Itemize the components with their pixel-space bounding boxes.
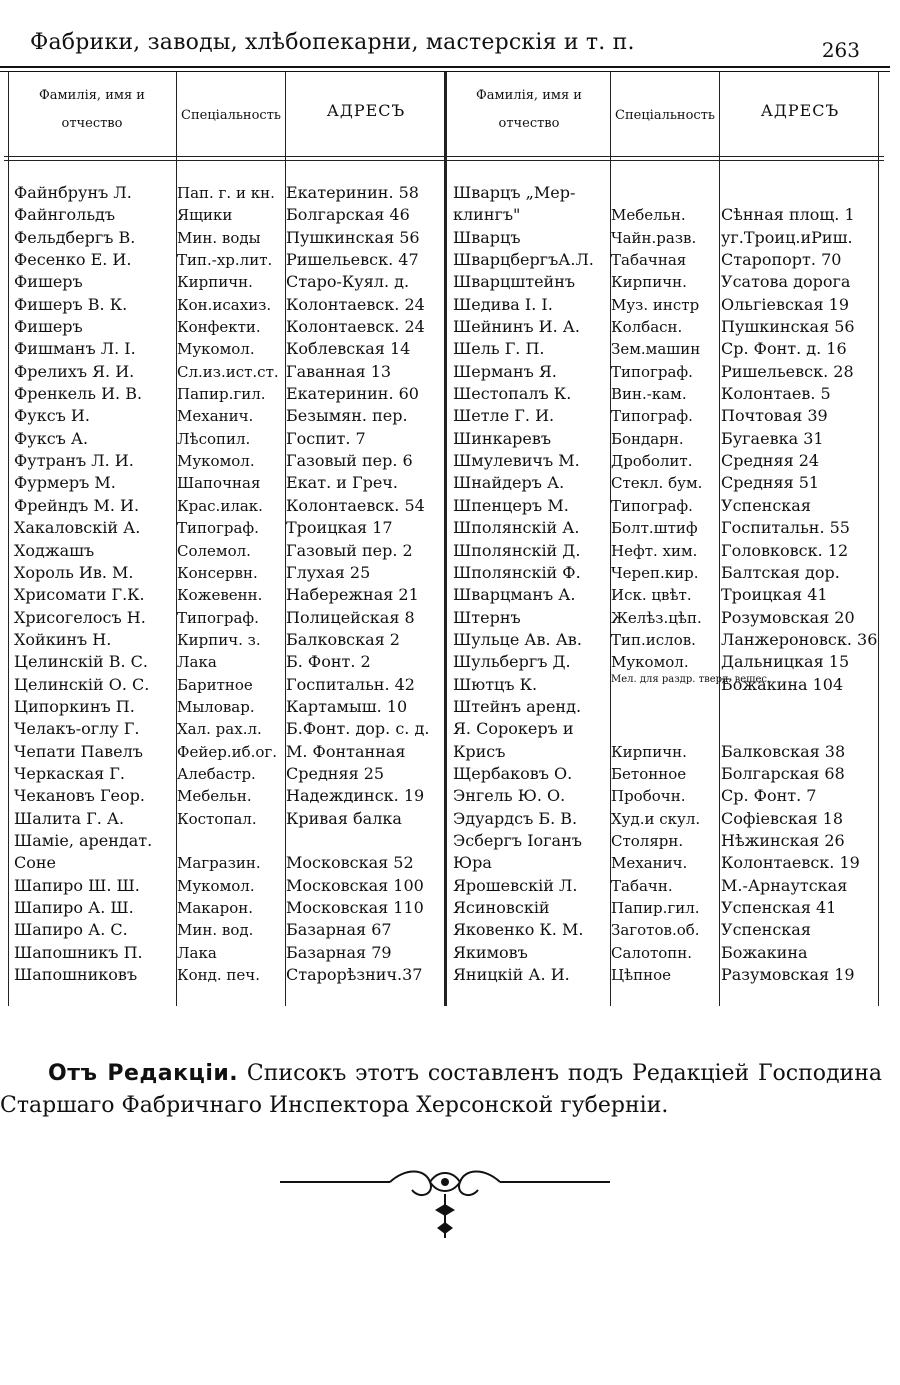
specialty-cell: Пап. г. и кн. — [177, 184, 275, 202]
directory-table — [4, 72, 884, 1006]
name-cell: Шварцъ „Мер- — [453, 183, 576, 202]
specialty-cell: Консервн. — [177, 563, 258, 582]
name-cell: Шульце Ав. Ав. — [453, 629, 582, 649]
address-cell: Нѣжинская 26 — [721, 830, 845, 850]
name-cell: Чекановъ Геор. — [14, 786, 145, 806]
name-cell: Шапиро А. С. — [14, 920, 128, 940]
specialty-cell: Чайн.разв. — [611, 228, 697, 247]
address-cell: Московская 110 — [286, 898, 424, 917]
table-row — [447, 204, 884, 226]
table-row — [447, 897, 884, 919]
specialty-cell: Вин.-кам. — [611, 385, 687, 404]
specialty-cell: Салотопн. — [611, 943, 693, 962]
specialty-cell: Мукомол. — [177, 876, 255, 895]
specialty-cell: Бондарн. — [611, 429, 684, 448]
specialty-cell: Кирпичн. — [611, 273, 687, 292]
specialty-cell: Макарон. — [177, 899, 254, 917]
specialty-cell: Лака — [177, 943, 217, 962]
note-text: Списокъ этотъ составленъ подъ Редакціей Господина Старшаго Фабричнаго Инспектора Херсонской губерніи. — [0, 1061, 882, 1118]
name-cell: Хороль Ив. М. — [14, 562, 134, 582]
specialty-cell: Кожевенн. — [177, 586, 263, 605]
specialty-cell: Бетонное — [611, 764, 687, 783]
specialty-cell: Нефт. хим. — [611, 541, 698, 560]
specialty-cell: Кон.исахиз. — [177, 295, 272, 314]
address-cell: Московская 52 — [286, 853, 414, 873]
table-row — [447, 808, 884, 830]
table-row — [447, 428, 884, 450]
name-cell: Хрисогелосъ Н. — [14, 607, 146, 627]
address-cell: Б.Фонт. дор. с. д. — [286, 719, 430, 739]
address-cell: Божакина — [721, 942, 808, 962]
table-row — [4, 875, 444, 897]
name-cell: Шалита Г. А. — [14, 808, 125, 828]
table-row — [4, 919, 444, 941]
table-row — [4, 204, 444, 226]
table-row — [447, 472, 884, 494]
address-cell: Колонтаев. 5 — [721, 384, 831, 404]
address-cell: Картамыш. 10 — [286, 696, 408, 716]
specialty-cell: Пробочн. — [611, 787, 686, 806]
name-cell: Фесенко Е. И. — [14, 250, 132, 270]
address-cell: Ришельевск. 47 — [286, 250, 419, 270]
specialty-cell: Сл.из.ист.ст. — [177, 362, 279, 381]
name-cell: Шполянскій Д. — [453, 540, 581, 560]
address-cell: Колонтаевск. 54 — [286, 495, 425, 515]
name-cell: Шерманъ Я. — [453, 361, 557, 381]
page-number: 263 — [821, 38, 860, 62]
page-header — [30, 26, 860, 66]
table-row — [447, 271, 884, 293]
name-cell: Шполянскій А. — [453, 518, 580, 538]
specialty-cell: Магразин. — [177, 854, 261, 873]
table-row — [4, 517, 444, 539]
name-cell: Футранъ Л. И. — [14, 451, 134, 471]
table-row — [4, 428, 444, 450]
address-cell: Старопорт. 70 — [721, 250, 842, 270]
name-cell: Шнайдеръ А. — [453, 473, 565, 493]
address-cell: Надеждинск. 19 — [286, 786, 425, 806]
name-cell: Эдуардсъ Б. В. — [453, 808, 578, 828]
table-row — [447, 696, 884, 718]
address-cell: Колонтаевск. 24 — [286, 317, 425, 337]
specialty-cell: Табачная — [611, 251, 687, 270]
address-cell: Средняя 51 — [721, 473, 820, 493]
name-cell: Юра — [453, 853, 492, 873]
specialty-cell: Мебельн. — [611, 206, 686, 225]
name-cell: Шварцманъ А. — [453, 585, 576, 605]
name-cell: Шполянскій Ф. — [453, 562, 581, 582]
address-cell: Коблевская 14 — [286, 339, 411, 359]
address-cell: Божакина 104 — [721, 674, 844, 694]
name-cell: Шварцштейнъ — [453, 272, 576, 292]
name-cell: Фуксъ И. — [14, 406, 90, 426]
specialty-cell: Тип.-хр.лит. — [177, 251, 273, 270]
address-cell: Газовый пер. 2 — [286, 540, 413, 560]
specialty-cell: Зем.машин — [611, 340, 701, 359]
address-cell: Ср. Фонт. 7 — [721, 786, 817, 806]
table-row — [447, 919, 884, 941]
specialty-cell: Болт.штиф — [611, 519, 698, 538]
table-row — [447, 607, 884, 629]
table-row — [447, 361, 884, 383]
table-row — [447, 875, 884, 897]
specialty-cell: Костопал. — [177, 809, 257, 828]
table-row — [447, 540, 884, 562]
header-bottom-rule-2 — [4, 160, 884, 161]
table-row — [4, 696, 444, 718]
specialty-cell: Солемол. — [177, 541, 251, 560]
specialty-cell: Тип.ислов. — [611, 630, 696, 649]
name-cell: Крисъ — [453, 741, 506, 761]
table-row — [4, 830, 444, 852]
specialty-cell: Колбасн. — [611, 318, 683, 337]
table-row — [447, 674, 884, 696]
name-cell: Фишманъ Л. І. — [14, 339, 136, 359]
name-cell: Шетле Г. И. — [453, 406, 555, 426]
table-row — [4, 316, 444, 338]
name-cell: Шапиро А. Ш. — [14, 898, 134, 917]
col-header-name: Фамилія, имя и отчество — [39, 88, 145, 131]
specialty-cell: Крас.илак. — [177, 496, 263, 515]
specialty-cell: Конфекти. — [177, 318, 261, 337]
name-cell: Шапошниковъ — [14, 965, 138, 985]
table-row — [447, 517, 884, 539]
table-row — [4, 540, 444, 562]
specialty-cell: Лака — [177, 653, 217, 672]
table-row — [447, 651, 884, 673]
address-cell: Болгарская 68 — [721, 763, 845, 783]
table-row — [4, 852, 444, 874]
name-cell: Шель Г. П. — [453, 339, 545, 359]
specialty-cell: Фейер.иб.ог. — [177, 742, 278, 761]
specialty-cell: Мыловар. — [177, 697, 255, 716]
table-row — [4, 182, 444, 204]
address-cell: Успенская — [721, 920, 811, 940]
specialty-cell: Заготов.об. — [611, 921, 700, 940]
address-cell: Пушкинская 56 — [286, 227, 420, 247]
specialty-cell: Ящики — [177, 206, 233, 225]
name-cell: Шмулевичъ М. — [453, 451, 580, 471]
table-row — [4, 718, 444, 740]
table-row — [4, 294, 444, 316]
table-row — [4, 271, 444, 293]
address-cell: Московская 100 — [286, 875, 424, 895]
table-row — [4, 897, 444, 919]
address-cell: Балтская дор. — [721, 562, 840, 582]
table-row — [4, 472, 444, 494]
name-cell: Якимовъ — [453, 942, 528, 962]
specialty-cell: Папир.гил. — [611, 899, 700, 917]
address-cell: Б. Фонт. 2 — [286, 652, 371, 672]
address-cell: Газовый пер. 6 — [286, 451, 413, 471]
name-cell: Хойкинъ Н. — [14, 629, 112, 649]
address-cell: Екатеринин. 60 — [286, 384, 419, 404]
address-cell: Дальницкая 15 — [721, 652, 850, 672]
specialty-cell: Лѣсопил. — [177, 429, 251, 448]
col-header-name-right: Фамилія, имя и отчество — [476, 88, 582, 131]
specialty-cell: Худ.и скул. — [611, 809, 701, 828]
specialty-cell: Типограф. — [611, 407, 693, 426]
editorial-note — [0, 1058, 900, 1122]
table-row — [447, 741, 884, 763]
table-row — [4, 808, 444, 830]
address-cell: Почтовая 39 — [721, 406, 828, 426]
specialty-cell: Папир.гил. — [177, 385, 266, 404]
name-cell: Шютцъ К. — [453, 674, 538, 694]
address-cell: Базарная 67 — [286, 920, 392, 940]
address-cell: Госпитальн. 55 — [721, 518, 850, 538]
address-cell: Балковская 38 — [721, 741, 846, 761]
address-cell: Средняя 25 — [286, 763, 385, 783]
specialty-cell: Шапочная — [177, 474, 261, 493]
name-cell: Шапиро Ш. Ш. — [14, 875, 140, 895]
name-cell: Шестопалъ К. — [453, 384, 572, 404]
specialty-cell: Мин. воды — [177, 228, 261, 247]
table-row — [4, 383, 444, 405]
name-cell: Шульбергъ Д. — [453, 652, 571, 672]
name-cell: Френкель И. В. — [14, 384, 143, 404]
address-cell: Усатова дорога — [721, 272, 851, 292]
table-row — [447, 316, 884, 338]
header-rule — [0, 66, 890, 68]
table-row — [447, 718, 884, 740]
col-header-specialty: Спеціальность — [181, 108, 281, 123]
specialty-cell: Мукомол. — [177, 452, 255, 471]
name-cell: Яницкій А. И. — [453, 965, 570, 985]
name-cell: Щербаковъ О. — [453, 763, 573, 783]
address-cell: Розумовская 20 — [721, 607, 855, 627]
table-row — [447, 383, 884, 405]
address-cell: Набережная 21 — [286, 585, 419, 605]
name-cell: Фишеръ — [14, 272, 83, 292]
address-cell: Гаванная 13 — [286, 361, 392, 381]
address-cell: Ср. Фонт. д. 16 — [721, 339, 847, 359]
table-row — [4, 651, 444, 673]
table-row — [4, 227, 444, 249]
specialty-cell: Хал. рах.л. — [177, 720, 262, 739]
name-cell: Фишеръ — [14, 317, 83, 337]
name-cell: Хакаловскій А. — [14, 518, 141, 538]
left-half — [4, 182, 444, 986]
address-cell: Екат. и Греч. — [286, 473, 398, 493]
name-cell: Челакъ-оглу Г. — [14, 719, 140, 739]
specialty-cell: Типограф. — [177, 519, 259, 538]
table-row — [4, 763, 444, 785]
table-row — [447, 562, 884, 584]
specialty-cell: Дроболит. — [611, 452, 693, 471]
name-cell: клингъ" — [453, 205, 521, 225]
name-cell: Шаміе, арендат. — [14, 830, 153, 850]
table-row — [447, 584, 884, 606]
name-cell: ШварцбергъА.Л. — [453, 250, 594, 270]
specialty-cell: Типограф. — [611, 362, 693, 381]
table-row — [447, 785, 884, 807]
address-cell: Троицкая 41 — [721, 585, 828, 605]
header-bottom-rule — [4, 156, 884, 157]
address-cell: Сѣнная площ. 1 — [721, 205, 855, 225]
table-row — [4, 405, 444, 427]
address-cell: Госпит. 7 — [286, 428, 366, 448]
address-cell: уг.Троиц.иРиш. — [721, 227, 853, 247]
name-cell: Энгель Ю. О. — [453, 786, 566, 806]
table-row — [4, 562, 444, 584]
name-cell: Штернъ — [453, 607, 521, 627]
address-cell: Успенская 41 — [721, 898, 837, 917]
name-cell: Шварцъ — [453, 227, 521, 247]
name-cell: Черкаская Г. — [14, 763, 125, 783]
specialty-cell: Иск. цвѣт. — [611, 586, 692, 605]
table-row — [447, 338, 884, 360]
table-row — [447, 405, 884, 427]
table-row — [447, 763, 884, 785]
table-row — [4, 584, 444, 606]
specialty-cell: Табачн. — [611, 876, 673, 895]
name-cell: Шпенцеръ М. — [453, 495, 569, 515]
note-lead: Отъ Редакціи. — [48, 1061, 239, 1086]
specialty-cell: Желѣз.цѣп. — [611, 608, 702, 627]
col-header-specialty-right: Спеціальность — [615, 108, 715, 123]
name-cell: Фуксъ А. — [14, 428, 89, 448]
name-cell: Фрейндъ М. И. — [14, 495, 140, 515]
name-cell: Ярошевскій Л. — [453, 875, 578, 895]
specialty-cell: Мел. для раздр. тверд. вещес. — [611, 673, 771, 685]
table-row — [4, 495, 444, 517]
address-cell: Пушкинская 56 — [721, 317, 855, 337]
table-row — [4, 942, 444, 964]
specialty-cell: Кирпичн. — [611, 742, 687, 761]
name-cell: Фрелихъ Я. И. — [14, 361, 135, 381]
name-cell: Хрисомати Г.К. — [14, 585, 145, 605]
address-cell: Средняя 24 — [721, 451, 820, 471]
table-row — [447, 964, 884, 986]
address-cell: Безымян. пер. — [286, 406, 408, 426]
specialty-cell: Механич. — [611, 854, 688, 873]
name-cell: Шедива І. І. — [453, 294, 553, 314]
name-cell: Шейнинъ И. А. — [453, 317, 580, 337]
col-header-address: АДРЕСЪ — [326, 101, 406, 120]
running-title: Фабрики, заводы, хлѣбопекарни, мастерскія и т. п. — [30, 30, 635, 55]
specialty-cell: Столярн. — [611, 831, 684, 850]
specialty-cell: Баритное — [177, 675, 253, 694]
address-cell: Глухая 25 — [286, 562, 371, 582]
specialty-cell: Кирпичн. — [177, 273, 253, 292]
address-cell: Софіевская 18 — [721, 808, 844, 828]
right-half — [447, 182, 884, 986]
address-cell: М. Фонтанная — [286, 741, 406, 761]
specialty-cell: Муз. инстр — [611, 295, 700, 314]
name-cell: Файнбрунъ Л. — [14, 183, 132, 202]
specialty-cell: Мукомол. — [177, 340, 255, 359]
address-cell: Головковск. 12 — [721, 540, 849, 560]
table-row — [4, 674, 444, 696]
table-row — [447, 830, 884, 852]
name-cell: Фурмеръ М. — [14, 473, 116, 493]
address-cell: Успенская — [721, 495, 811, 515]
address-cell: М.-Арнаутская — [721, 875, 848, 895]
name-cell: Фельдбергъ В. — [14, 227, 136, 247]
address-cell: Ришельевск. 28 — [721, 361, 854, 381]
address-cell: Бугаевка 31 — [721, 428, 824, 448]
specialty-cell: Цѣпное — [611, 966, 672, 985]
specialty-cell: Мин. вод. — [177, 921, 254, 940]
specialty-cell: Конд. печ. — [177, 966, 260, 985]
name-cell: Ясиновскій — [453, 898, 550, 917]
table-row — [4, 338, 444, 360]
table-row — [447, 294, 884, 316]
table-row — [4, 607, 444, 629]
specialty-cell: Типограф. — [177, 608, 259, 627]
address-cell: Разумовская 19 — [721, 965, 855, 985]
name-cell: Чепати Павелъ — [14, 741, 143, 761]
address-cell: Кривая балка — [286, 808, 402, 828]
col-header-address-right: АДРЕСЪ — [760, 101, 840, 120]
name-cell: Шинкаревъ — [453, 428, 552, 448]
table-row — [4, 741, 444, 763]
table-row — [447, 942, 884, 964]
name-cell: Файнгольдъ — [14, 205, 116, 225]
specialty-cell: Мукомол. — [611, 653, 689, 672]
address-cell: Колонтаевск. 24 — [286, 294, 425, 314]
address-cell: Госпитальн. 42 — [286, 674, 415, 694]
table-row — [4, 249, 444, 271]
address-cell: Болгарская 46 — [286, 205, 410, 225]
address-cell: Екатеринин. 58 — [286, 183, 419, 202]
table-row — [4, 361, 444, 383]
address-cell: Колонтаевск. 19 — [721, 853, 860, 873]
table-row — [447, 852, 884, 874]
table-row — [447, 182, 884, 204]
address-cell: Старорѣзнич.37 — [286, 965, 423, 985]
name-cell: Целинскій В. С. — [14, 652, 148, 672]
name-cell: Соне — [14, 853, 57, 873]
name-cell: Штейнъ аренд. — [453, 696, 582, 716]
specialty-cell: Механич. — [177, 407, 254, 426]
table-row — [447, 495, 884, 517]
address-cell: Троицкая 17 — [286, 518, 393, 538]
table-row — [447, 450, 884, 472]
address-cell: Полицейская 8 — [286, 607, 415, 627]
ornament-icon — [280, 1160, 610, 1250]
specialty-cell: Стекл. бум. — [611, 474, 703, 493]
address-cell: Ланжероновск. 36 — [721, 629, 878, 649]
specialty-cell: Типограф. — [611, 496, 693, 515]
name-cell: Шапошникъ П. — [14, 942, 143, 962]
specialty-cell: Мебельн. — [177, 787, 252, 806]
table-row — [447, 249, 884, 271]
table-row — [447, 629, 884, 651]
table-row — [4, 629, 444, 651]
name-cell: Ходжашъ — [14, 540, 95, 560]
table-row — [4, 964, 444, 986]
specialty-cell: Череп.кир. — [611, 563, 699, 582]
name-cell: Яковенко К. М. — [453, 920, 584, 940]
table-row — [4, 450, 444, 472]
name-cell: Целинскій О. С. — [14, 674, 150, 694]
name-cell: Я. Сорокеръ и — [453, 719, 574, 739]
table-row — [4, 785, 444, 807]
name-cell: Эсбергъ Іоганъ — [453, 830, 582, 850]
address-cell: Старо-Куял. д. — [286, 272, 410, 292]
specialty-cell: Кирпич. з. — [177, 630, 261, 649]
name-cell: Ципоркинъ П. — [14, 696, 135, 716]
name-cell: Фишеръ В. К. — [14, 294, 128, 314]
address-cell: Балковская 2 — [286, 629, 400, 649]
specialty-cell: Алебастр. — [177, 764, 256, 783]
table-row — [447, 227, 884, 249]
address-cell: Базарная 79 — [286, 942, 392, 962]
address-cell: Ольгіевская 19 — [721, 294, 850, 314]
